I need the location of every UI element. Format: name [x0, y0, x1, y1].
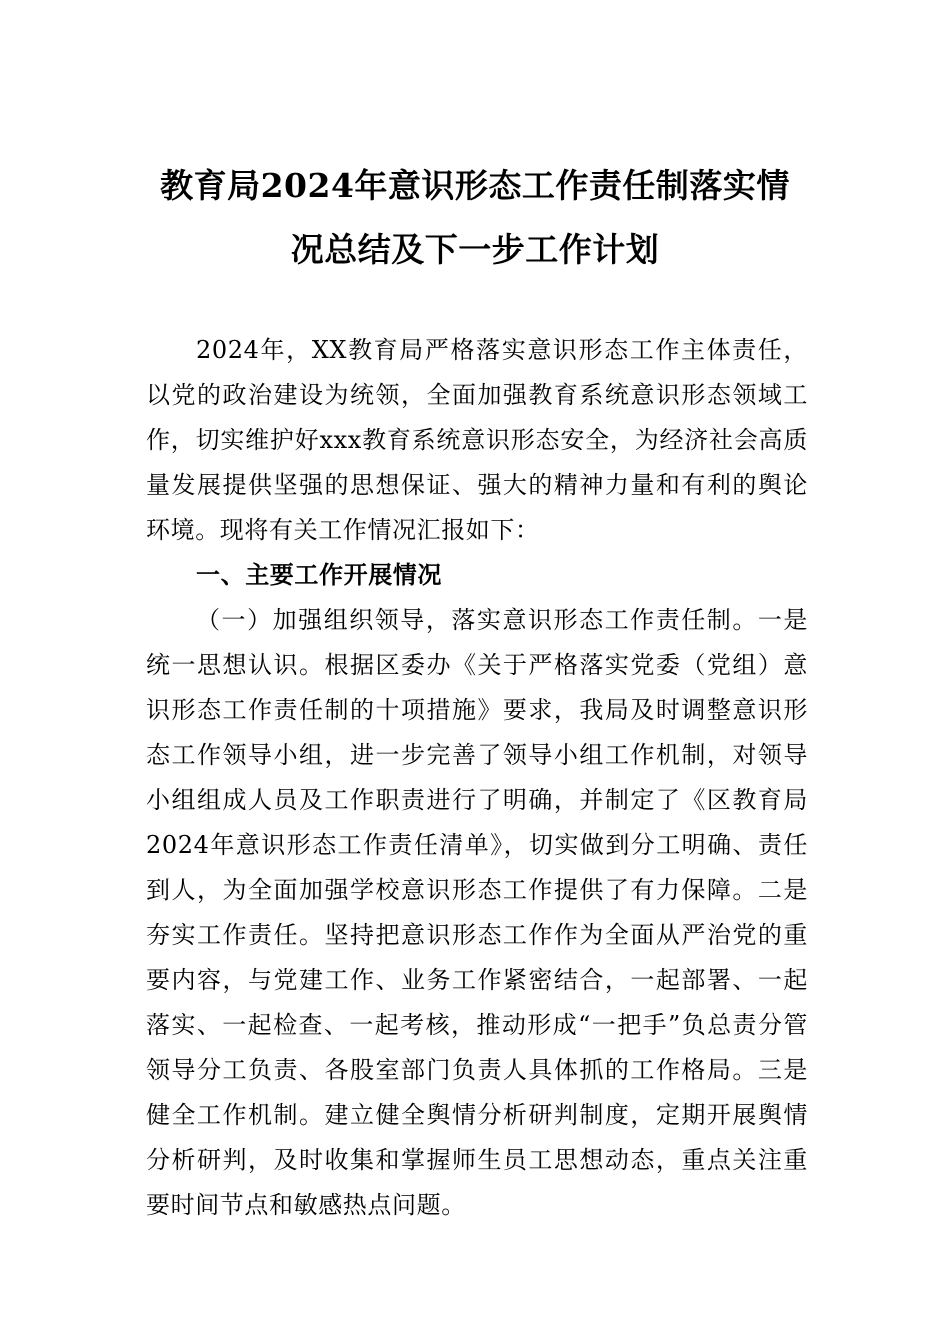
document-title-line-1: 教育局2024年意识形态工作责任制落实情: [160, 166, 790, 205]
intro-paragraph: 2024年，XX教育局严格落实意识形态工作主体责任，以党的政治建设为统领，全面加强教育系统意识形态领域工作，切实维护好xxx教育系统意识形态安全，为经济社会高质量发展提供坚强的思想保证、强大的精神力量和有利的舆论环境。现将有关工作情况汇报如下：: [146, 336, 808, 544]
section-paragraph-organization: （一）加强组织领导，落实意识形态工作责任制。一是统一思想认识。根据区委办《关于严格落实党委（党组）意识形态工作责任制的十项措施》要求，我局及时调整意识形态工作领导小组，进一步完善了领导小组工作机制，对领导小组组成人员及工作职责进行了明确，并制定了《区教育局2024年意识形态工作责任清单》，切实做到分工明确、责任到人，为全面加强学校意识形态工作提供了有力保障。二是夯实工作责任。坚持把意识形态工作作为全面从严治党的重要内容，与党建工作、业务工作紧密结合，一起部署、一起落实、一起检查、一起考核，推动形成“一把手”负总责分管领导分工负责、各股室部门负责人具体抓的工作格局。三是健全工作机制。建立健全舆情分析研判制度，定期开展舆情分析研判，及时收集和掌握师生员工思想动态，重点关注重要时间节点和敏感热点问题。: [146, 606, 808, 1219]
document-title-line-2: 况总结及下一步工作计划: [290, 230, 660, 269]
document-body: [146, 328, 808, 1228]
section-heading-main-work: 一、主要工作开展情况: [196, 561, 442, 589]
